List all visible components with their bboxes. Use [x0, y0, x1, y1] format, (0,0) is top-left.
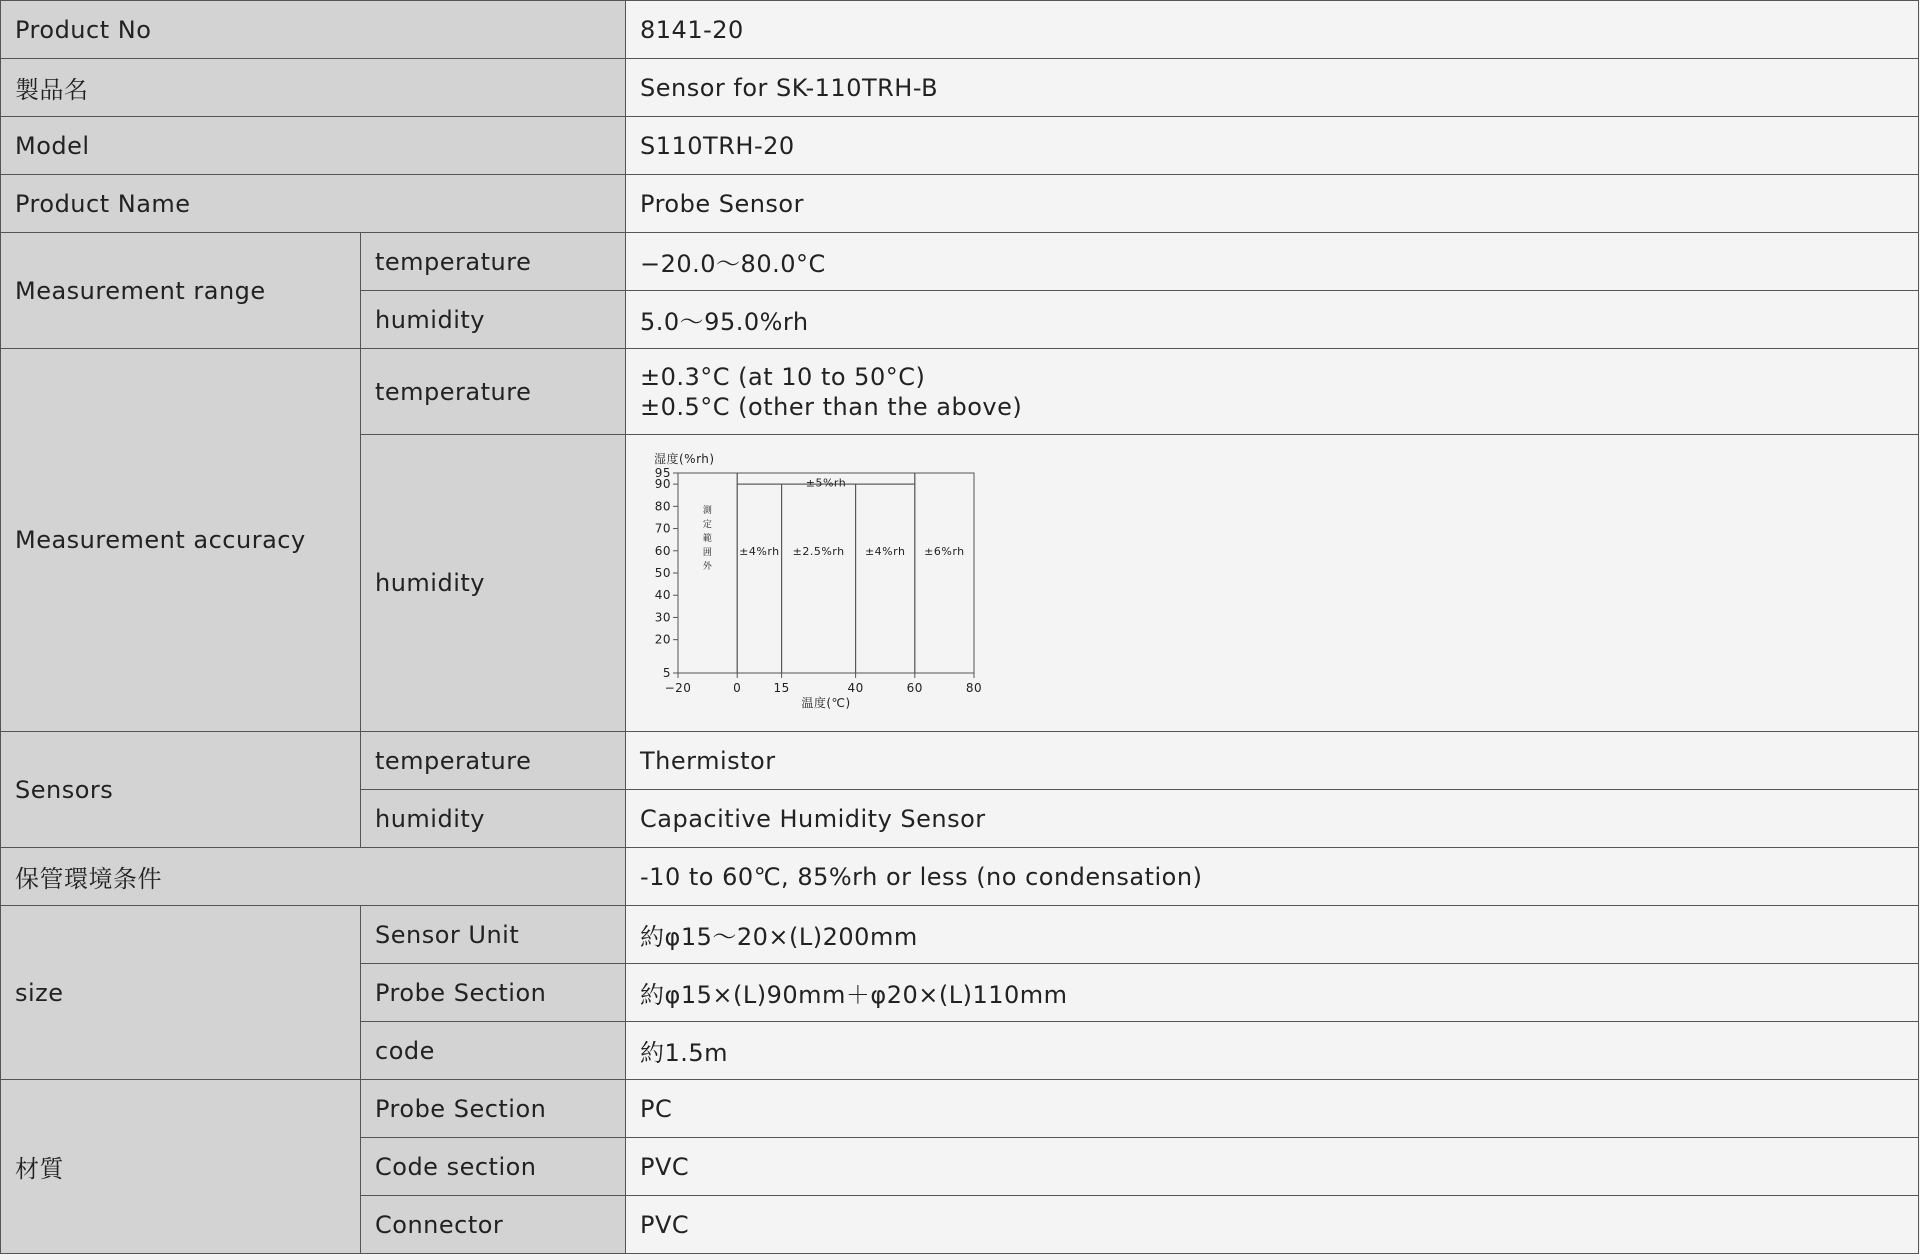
chart-ytick-label-4: 60: [654, 543, 672, 558]
range-humidity-value: 5.0〜95.0%rh: [626, 291, 1919, 349]
size-sensor-unit-value: 約φ15〜20×(L)200mm: [626, 906, 1919, 964]
row-size-sensor-unit: [1, 906, 1919, 964]
seihinmei-value: Sensor for SK-110TRH-B: [626, 59, 1919, 117]
accuracy-temperature-line2: ±0.5°C (other than the above): [640, 392, 1023, 421]
accuracy-temperature-label: temperature: [361, 349, 626, 435]
chart-ytick-label-2: 80: [654, 499, 672, 514]
row-sensors-temperature: [1, 732, 1919, 790]
chart-ytick-label-8: 20: [654, 632, 672, 647]
chart-region-label-4: ±5%rh: [805, 476, 847, 490]
size-code-value: 約1.5m: [626, 1022, 1919, 1080]
row-product-name: [1, 175, 1919, 233]
chart-region-3: [856, 484, 915, 673]
chart-region-1: [737, 484, 781, 673]
chart-region-5: [915, 473, 974, 673]
size-code-label: code: [361, 1022, 626, 1080]
material-probe-section-label: Probe Section: [361, 1080, 626, 1138]
product-name-value: Probe Sensor: [626, 175, 1919, 233]
chart-xtick-label-3: 40: [847, 681, 864, 695]
sensors-humidity-value: Capacitive Humidity Sensor: [626, 790, 1919, 848]
size-sensor-unit-label: Sensor Unit: [361, 906, 626, 964]
chart-region-2: [782, 484, 856, 673]
chart-xlabel: 温度(℃): [801, 696, 851, 710]
sensors-humidity-label: humidity: [361, 790, 626, 848]
chart-ytick-label-6: 40: [654, 588, 672, 603]
row-product-no: [1, 1, 1919, 59]
chart-ylabel: 湿度(%rh): [654, 452, 715, 466]
material-connector-value: PVC: [626, 1196, 1919, 1254]
chart-region-label-2: ±2.5%rh: [792, 544, 845, 558]
row-storage: [1, 848, 1919, 906]
chart-region-label-0: 測定範囲外: [702, 505, 713, 572]
row-range-temperature: [1, 233, 1919, 291]
row-material-probe-section: [1, 1080, 1919, 1138]
chart-region-label-5: ±6%rh: [924, 544, 965, 558]
chart-ytick-label-0: 95: [654, 466, 672, 480]
seihinmei-label: 製品名: [1, 59, 626, 117]
accuracy-humidity-label: humidity: [361, 435, 626, 732]
accuracy-temperature-line1: ±0.3°C (at 10 to 50°C): [640, 362, 926, 391]
product-name-label: Product Name: [1, 175, 626, 233]
product-no-value: 8141-20: [626, 1, 1919, 59]
row-accuracy-temperature: [1, 349, 1919, 435]
storage-label: 保管環境条件: [1, 848, 626, 906]
size-probe-section-label: Probe Section: [361, 964, 626, 1022]
row-model: [1, 117, 1919, 175]
sensors-label: Sensors: [1, 732, 361, 848]
range-humidity-label: humidity: [361, 291, 626, 349]
product-no-label: Product No: [1, 1, 626, 59]
material-label: 材質: [1, 1080, 361, 1254]
chart-xtick-label-1: 0: [733, 681, 742, 695]
accuracy-humidity-chart-cell: [626, 435, 1919, 732]
chart-ytick-label-9: 5: [662, 666, 672, 680]
chart-region-label-3: ±4%rh: [864, 544, 906, 558]
range-temperature-value: −20.0〜80.0°C: [626, 233, 1919, 291]
material-connector-label: Connector: [361, 1196, 626, 1254]
chart-ytick-label-7: 30: [654, 610, 672, 625]
chart-xtick-label-0: −20: [664, 681, 692, 695]
material-probe-section-value: PC: [626, 1080, 1919, 1138]
material-code-section-label: Code section: [361, 1138, 626, 1196]
measurement-range-label: Measurement range: [1, 233, 361, 349]
humidity-accuracy-chart: [640, 445, 1000, 715]
storage-value: -10 to 60℃, 85%rh or less (no condensation): [626, 848, 1919, 906]
sensors-temperature-value: Thermistor: [626, 732, 1919, 790]
chart-ytick-label-5: 50: [654, 566, 672, 580]
row-seihinmei: [1, 59, 1919, 117]
model-label: Model: [1, 117, 626, 175]
chart-ytick-label-1: 90: [654, 477, 672, 492]
chart-region-0: [678, 473, 737, 673]
chart-ytick-label-3: 70: [654, 521, 672, 536]
range-temperature-label: temperature: [361, 233, 626, 291]
accuracy-temperature-value: [626, 349, 1919, 435]
sensors-temperature-label: temperature: [361, 732, 626, 790]
chart-xtick-label-4: 60: [906, 681, 923, 695]
chart-region-label-1: ±4%rh: [739, 544, 780, 558]
material-code-section-value: PVC: [626, 1138, 1919, 1196]
chart-xtick-label-5: 80: [965, 681, 983, 695]
chart-xtick-label-2: 15: [773, 681, 790, 695]
size-probe-section-value: 約φ15×(L)90mm＋φ20×(L)110mm: [626, 964, 1919, 1022]
model-value: S110TRH-20: [626, 117, 1919, 175]
size-label: size: [1, 906, 361, 1080]
measurement-accuracy-label: Measurement accuracy: [1, 349, 361, 732]
